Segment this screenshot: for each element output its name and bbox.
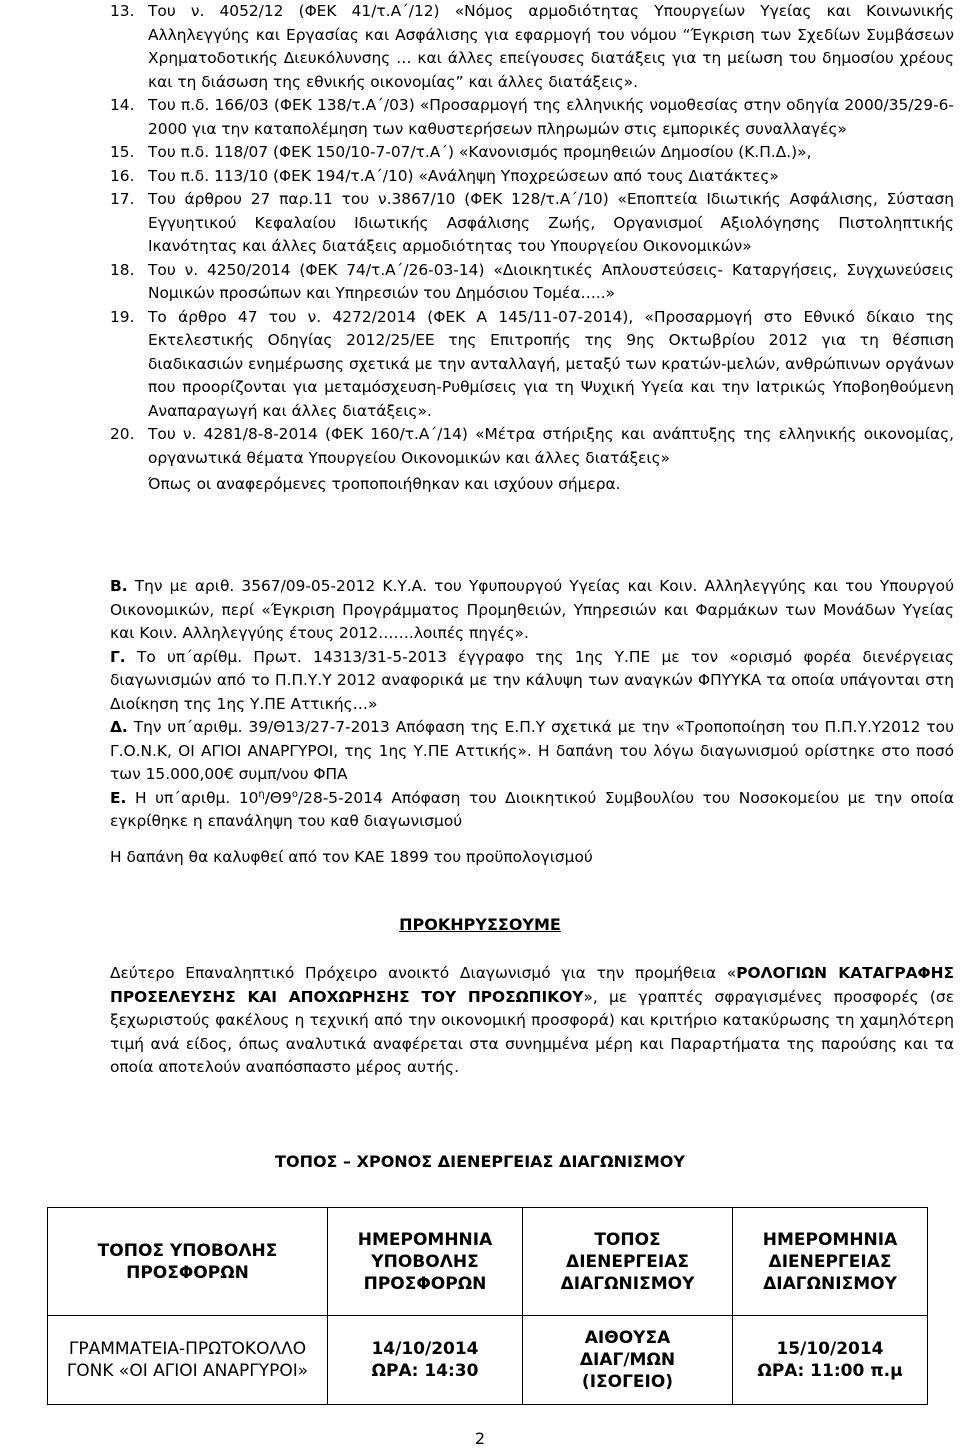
item-number: 13. bbox=[110, 2, 135, 20]
reference-label: Ε. bbox=[110, 788, 127, 807]
table-row bbox=[48, 1316, 928, 1405]
item-number: 17. bbox=[110, 190, 135, 208]
header-line: ΥΠΟΒΟΛΗΣ bbox=[371, 1251, 479, 1272]
item-number: 14. bbox=[110, 96, 135, 114]
announcement-paragraph bbox=[110, 962, 954, 1080]
references-block bbox=[110, 575, 954, 834]
list-item bbox=[0, 165, 960, 189]
reference-text: Το υπ΄αρίθμ. Πρωτ. 14313/31-5-2013 έγγραφο της 1ης Υ.ΠΕ με τον «ορισμό φορέα διενέργειας διαγωνισμών από το Π.Π.Υ.Υ 2012 αναφορικά με την κάλυψη των αναγκών ΦΠΥΥΚΑ τα οποία υπάγονται στη Διοίκηση της 1ης Υ.ΠΕ Αττικής…» bbox=[110, 647, 954, 713]
cell-line: (ΙΣΟΓΕΙΟ) bbox=[581, 1372, 674, 1392]
item-text: Του π.δ. 166/03 (ΦΕΚ 138/τ.Α΄/03) «Προσαρμογή της ελληνικής νομοθεσίας στην οδηγία 2000/35/29-6-2000 για την καταπολέμηση των καθυστερήσεων πληρωμών στις εμπορικές συναλλαγές» bbox=[148, 96, 954, 138]
reference-d bbox=[110, 716, 954, 787]
list-item bbox=[0, 0, 960, 94]
tender-subject: ΡΟΛΟΓΙΩΝ ΚΑΤΑΓΡΑΦΗΣ ΠΡΟΣΕΛΕΥΣΗΣ ΚΑΙ ΑΠΟΧΩΡΗΣΗΣ ΤΟΥ ΠΡΟΣΩΠΙΚΟΥ bbox=[110, 964, 954, 1006]
header-line: ΔΙΑΓΩΝΙΣΜΟΥ bbox=[560, 1273, 695, 1294]
list-item bbox=[0, 141, 960, 165]
cell-line: ΔΙΑΓ/ΜΩΝ bbox=[579, 1350, 676, 1370]
submission-date-cell bbox=[328, 1316, 523, 1405]
header-line: ΠΡΟΣΦΟΡΩΝ bbox=[126, 1262, 249, 1283]
reference-c bbox=[110, 646, 954, 717]
announcement-text-end: », με γραπτές σφραγισμένες προσφορές (σε ξεχωριστούς φακέλους η τεχνική από την οικονομική προσφορά) και κριτήριο κατακύρωσης τη χαμηλότερη τιμή ανά είδος, όπως αναλυτικά αναφέρεται στα συνημμένα μέρη και Παραρτήματα της παρούσης και τα οποία αποτελούν αναπόσπαστο μέρος αυτής. bbox=[110, 987, 955, 1076]
item-number: 16. bbox=[110, 166, 135, 185]
cell-line: ΩΡΑ: 14:30 bbox=[371, 1361, 479, 1381]
reference-text-start: Η υπ΄αριθμ. 10 bbox=[134, 788, 259, 807]
header-line: ΗΜΕΡΟΜΗΝΙΑ bbox=[762, 1229, 898, 1250]
schedule-table bbox=[47, 1207, 928, 1405]
table-header-row bbox=[48, 1208, 928, 1316]
submission-place-cell bbox=[48, 1316, 328, 1405]
amendments-note: Όπως οι αναφερόμενες τροποποιήθηκαν και ισχύουν σήμερα. bbox=[148, 475, 621, 493]
reference-text: Την υπ΄αριθμ. 39/Θ13/27-7-2013 Απόφαση της Ε.Π.Υ σχετικά με την «Τροποποίηση του Π.Π.Υ.Υ2012 του Γ.Ο.Ν.Κ, ΟΙ ΑΓΙΟΙ ΑΝΑΡΓΥΡΟΙ, της 1ης Υ.ΠΕ Αττικής». Η δαπάνη του λόγω διαγωνισμού ορίστηκε στο ποσό των 15.000,00€ συμπ/νου ΦΠΑ bbox=[110, 718, 954, 783]
header-cell bbox=[523, 1208, 733, 1316]
item-number: 18. bbox=[110, 260, 135, 279]
item-number: 20. bbox=[110, 425, 135, 443]
item-number: 19. bbox=[110, 307, 135, 326]
item-text: Του ν. 4052/12 (ΦΕΚ 41/τ.Α΄/12) «Νόμος αρμοδιότητας Υπουργείων Υγείας και Κοινωνικής Αλληλεγγύης και Εργασίας και Ασφάλισης για εφαρμογή του νόμου “Έγκριση των Σχεδίων Συμβάσεων Χρηματοδοτικής Διευκόλυνσης … και άλλες επείγουσες διατάξεις για τη μείωση του δημοσίου χρέους και τη διάσωση της εθνικής οικονομίας” και άλλες διατάξεις». bbox=[148, 2, 954, 91]
reference-text: Την με αριθ. 3567/09-05-2012 Κ.Υ.Α. του Υφυπουργού Υγείας και Κοιν. Αλληλεγγύης και του Υπουργού Οικονομικών, περί «Έγκριση Προγράμματος Προμηθειών, Υπηρεσιών και Φαρμάκων των Μονάδων Υγείας και Κοιν. Αλληλεγγύης έτους 2012…….λοιπές πηγές». bbox=[110, 577, 954, 642]
item-text: Του π.δ. 113/10 (ΦΕΚ 194/τ.Α΄/10) «Ανάληψη Υποχρεώσεων από τους Διατάκτες» bbox=[148, 166, 779, 185]
item-text: Του άρθρου 27 παρ.11 του ν.3867/10 (ΦΕΚ 128/τ.Α΄/10) «Εποπτεία Ιδιωτικής Ασφάλισης, Σύσταση Εγγυητικού Κεφαλαίου Ιδιωτικής Ασφάλισης Ζωής, Οργανισμοί Αξιολόγησης Πιστοληπτικής Ικανότητας και άλλες διατάξεις αρμοδιότητας του Υπουργείου Οικονομικών» bbox=[148, 190, 954, 255]
header-line: ΔΙΕΝΕΡΓΕΙΑΣ bbox=[768, 1251, 892, 1272]
item-text: Του ν. 4250/2014 (ΦΕΚ 74/τ.Α΄/26-03-14) «Διοικητικές Απλουστεύσεις- Καταργήσεις, Συγχωνεύσεις Νομικών προσώπων και Υπηρεσιών του Δημόσιου Τομέα…..» bbox=[148, 260, 954, 302]
legal-basis-list bbox=[0, 0, 960, 495]
announce-heading: ΠΡΟΚΗΡΥΣΣΟΥΜΕ bbox=[399, 915, 561, 934]
superscript: ο bbox=[291, 788, 298, 800]
cell-line: ΓΡΑΜΜΑΤΕΙΑ-ΠΡΩΤΟΚΟΛΛΟ bbox=[68, 1339, 307, 1359]
cell-line: 15/10/2014 bbox=[776, 1339, 884, 1359]
header-line: ΠΡΟΣΦΟΡΩΝ bbox=[363, 1273, 487, 1294]
tender-date-cell bbox=[733, 1316, 928, 1405]
header-cell bbox=[48, 1208, 328, 1316]
item-text: Του π.δ. 118/07 (ΦΕΚ 150/10-7-07/τ.Α΄) «Κανονισμός προμηθειών Δημοσίου (Κ.Π.Δ.)», bbox=[148, 143, 812, 161]
reference-b bbox=[110, 575, 954, 646]
announcement-text-start: Δεύτερο Επαναληπτικό Πρόχειρο ανοικτό Διαγωνισμό για την προμήθεια « bbox=[110, 964, 737, 982]
header-cell bbox=[733, 1208, 928, 1316]
reference-text-mid: /Θ9 bbox=[264, 788, 292, 807]
list-item bbox=[0, 306, 960, 424]
list-item bbox=[0, 259, 960, 306]
header-line: ΗΜΕΡΟΜΗΝΙΑ bbox=[357, 1229, 493, 1250]
header-cell bbox=[328, 1208, 523, 1316]
page-number: 2 bbox=[474, 1429, 486, 1448]
reference-e bbox=[110, 787, 954, 834]
reference-text-end: /28-5-2014 Απόφαση του Διοικητικού Συμβουλίου του Νοσοκομείου με την οποία εγκρίθηκε η επανάληψη του καθ διαγωνισμού bbox=[110, 788, 954, 830]
expense-line: Η δαπάνη θα καλυφθεί από τον ΚΑΕ 1899 του προϋπολογισμού bbox=[110, 848, 593, 866]
cell-line: 14/10/2014 bbox=[371, 1339, 479, 1359]
item-text: Του ν. 4281/8-8-2014 (ΦΕΚ 160/τ.Α΄/14) «Μέτρα στήριξης και ανάπτυξης της ελληνικής οικονομίας, οργανωτικά θέματα Υπουργείου Οικονομικών και άλλες διατάξεις» bbox=[148, 425, 954, 467]
tender-place-cell bbox=[523, 1316, 733, 1405]
reference-label: Δ. bbox=[110, 718, 128, 736]
item-number: 15. bbox=[110, 143, 135, 161]
header-line: ΔΙΑΓΩΝΙΣΜΟΥ bbox=[763, 1273, 897, 1294]
cell-line: ΑΙΘΟΥΣΑ bbox=[584, 1328, 671, 1348]
cell-line: ΓΟΝΚ «ΟΙ ΑΓΙΟΙ ΑΝΑΡΓΥΡΟΙ» bbox=[66, 1361, 309, 1381]
header-line: ΔΙΕΝΕΡΓΕΙΑΣ bbox=[566, 1251, 689, 1272]
reference-label: Γ. bbox=[110, 647, 126, 666]
cell-line: ΩΡΑ: 11:00 π.μ bbox=[757, 1361, 903, 1381]
header-line: ΤΟΠΟΣ ΥΠΟΒΟΛΗΣ bbox=[97, 1240, 278, 1261]
item-text: Το άρθρο 47 του ν. 4272/2014 (ΦΕΚ Α 145/11-07-2014), «Προσαρμογή στο Εθνικό δίκαιο της Εκτελεστικής Οδηγίας 2012/25/ΕΕ της Επιτροπής της 9ης Οκτωβρίου 2012 για τη θέσπιση διαδικασιών ενημέρωσης σχετικά με την ανταλλαγή, μεταξύ των κρατών-μελών, ανθρώπινων οργάνων που προορίζονται για μεταμόσχευση-Ρυθμίσεις για τη Ψυχική Υγεία και την Ιατρικώς Υποβοηθούμενη Αναπαραγωγή και άλλες διατάξεις». bbox=[148, 307, 954, 420]
header-line: ΤΟΠΟΣ bbox=[594, 1229, 661, 1250]
reference-label: Β. bbox=[110, 577, 128, 595]
list-item bbox=[0, 423, 960, 470]
schedule-heading: ΤΟΠΟΣ – ΧΡΟΝΟΣ ΔΙΕΝΕΡΓΕΙΑΣ ΔΙΑΓΩΝΙΣΜΟΥ bbox=[275, 1152, 685, 1171]
list-item bbox=[0, 94, 960, 141]
list-item bbox=[0, 188, 960, 259]
superscript: η bbox=[258, 788, 265, 800]
